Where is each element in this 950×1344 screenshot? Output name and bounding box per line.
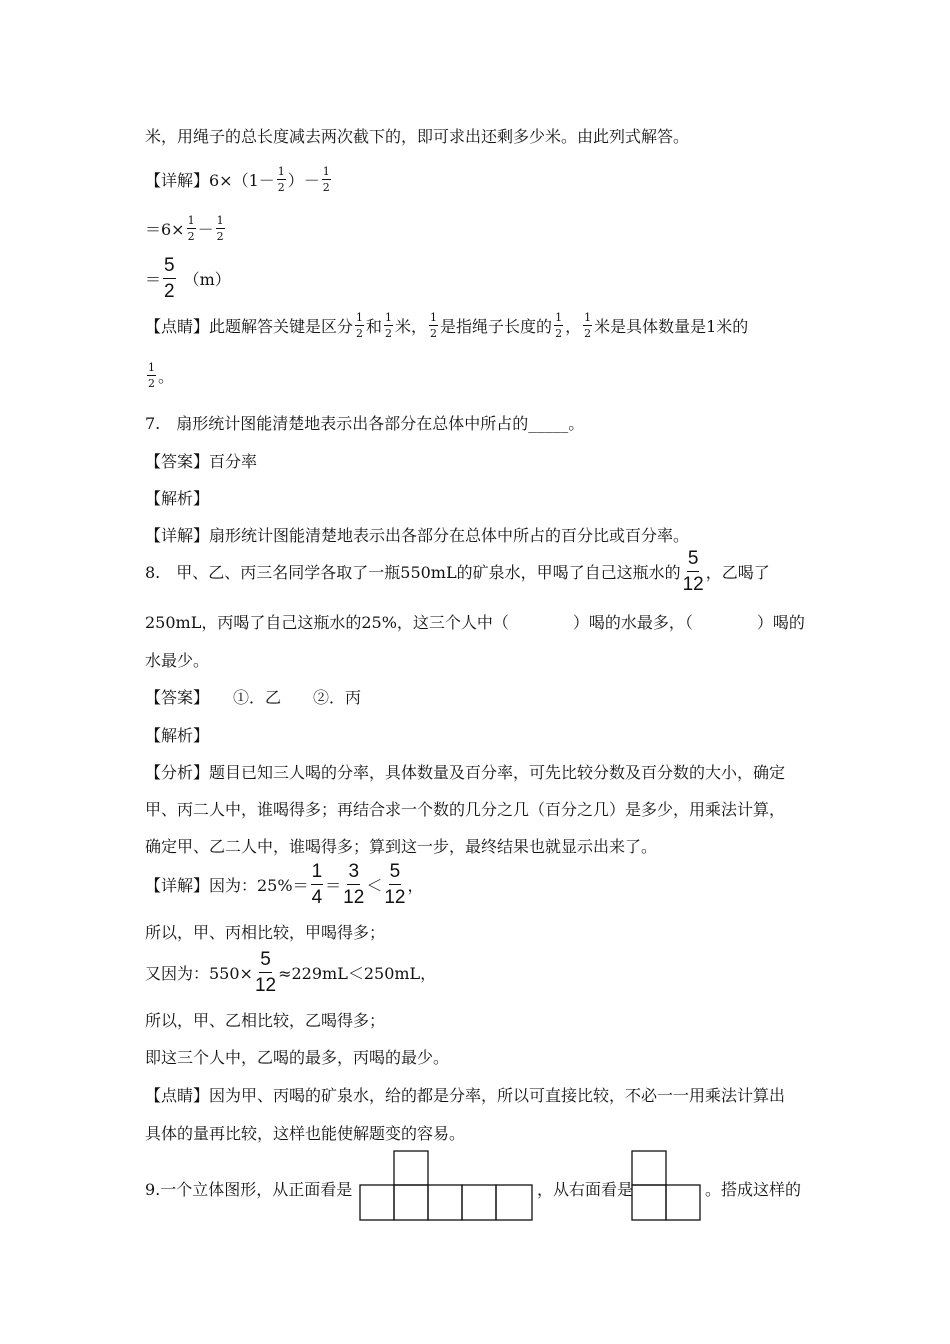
fraction-one-quarter: $\frac{1}{4}$: [311, 861, 323, 908]
question-8-line-1: 8. 甲、乙、丙三名同学各取了一瓶550mL的矿泉水，甲喝了自己这瓶水的 $\frac{5}{12}$ ，乙喝了: [145, 548, 770, 595]
front-view-square: [394, 1151, 428, 1185]
q8-answer: 【答案】 ①．乙 ②．丙: [145, 688, 362, 707]
front-view-figure: [359, 1150, 535, 1222]
detail-line-3: ＝ $\frac{5}{2}$ （m）: [145, 255, 231, 302]
q8-jiexi: 【解析】: [145, 726, 210, 745]
fraction-five-twelfths: $\frac{5}{12}$: [254, 949, 277, 996]
question-9-mid: ，从右面看是: [537, 1180, 634, 1199]
dianjing-line-2: $\frac{1}{2}$ 。: [148, 361, 175, 390]
question-8-line-2: 250mL，丙喝了自己这瓶水的25%，这三个人中（ ）喝的水最多，（ ）喝的: [145, 613, 805, 632]
q7-detail: 【详解】扇形统计图能清楚地表示出各部分在总体中所占的百分比或百分率。: [145, 526, 690, 545]
fraction-half: $\frac{1}{2}$: [187, 214, 195, 243]
q8-detail-3: 又因为：550× $\frac{5}{12}$ ≈229mL＜250mL，: [145, 949, 437, 996]
front-view-square: [496, 1185, 532, 1220]
fraction-five-twelfths: $\frac{5}{12}$: [384, 861, 406, 908]
front-view-square: [360, 1185, 394, 1220]
q8-detail-5: 即这三个人中，乙喝的最多，丙喝的最少。: [145, 1048, 450, 1067]
fraction-half: $\frac{1}{2}$: [356, 311, 364, 340]
right-view-square: [666, 1185, 700, 1220]
q7-jiexi: 【解析】: [145, 489, 210, 508]
question-7: 7. 扇形统计图能清楚地表示出各部分在总体中所占的_____。: [145, 414, 585, 433]
dianjing-line-1: 【点睛】此题解答关键是区分 $\frac{1}{2}$ 和 $\frac{1}{2}$ 米， $\frac{1}{2}$ 是指绳子长度的 $\frac{1}{2}$ ， $\frac{1}{2}$ 米是具体数量是1米的: [145, 311, 749, 340]
fraction-half: $\frac{1}{2}$: [148, 361, 155, 390]
detail-line-2: ＝6× $\frac{1}{2}$ － $\frac{1}{2}$: [145, 214, 224, 243]
fraction-three-twelfths: $\frac{3}{12}$: [343, 861, 365, 908]
question-9-prefix: 9.一个立体图形，从正面看是: [145, 1180, 353, 1199]
question-9-suffix: 。搭成这样的: [705, 1180, 802, 1199]
fraction-five-halves: $\frac{5}{2}$: [164, 255, 175, 302]
q7-answer: 【答案】百分率: [145, 452, 258, 471]
right-view-square: [632, 1151, 666, 1185]
q8-analysis-3: 确定甲、乙二人中，谁喝得多；算到这一步，最终结果也就显示出来了。: [145, 837, 658, 856]
fraction-five-twelfths: $\frac{5}{12}$: [682, 548, 704, 595]
text-line-1: 米，用绳子的总长度减去两次截下的，即可求出还剩多少米。由此列式解答。: [145, 127, 690, 146]
fraction-half: $\frac{1}{2}$: [584, 311, 592, 340]
q8-detail-1: 【详解】因为：25%＝ $\frac{1}{4}$ ＝ $\frac{3}{12}$ ＜ $\frac{5}{12}$ ，: [145, 861, 424, 908]
fraction-half: $\frac{1}{2}$: [430, 311, 438, 340]
detail-line-1: 【详解】6×（1－ $\frac{1}{2}$ ）－ $\frac{1}{2}$: [145, 165, 330, 194]
q8-dianjing-1: 【点睛】因为甲、丙喝的矿泉水，给的都是分率，所以可直接比较，不必一一用乘法计算出: [145, 1086, 786, 1105]
fraction-half: $\frac{1}{2}$: [277, 165, 285, 194]
front-view-square: [428, 1185, 462, 1220]
front-view-square: [394, 1185, 428, 1220]
fraction-half: $\frac{1}{2}$: [385, 311, 393, 340]
right-view-figure: [631, 1150, 703, 1222]
q8-dianjing-2: 具体的量再比较，这样也能使解题变的容易。: [145, 1124, 466, 1143]
question-8-line-3: 水最少。: [145, 651, 210, 670]
q8-analysis-2: 甲、丙二人中，谁喝得多；再结合求一个数的几分之几（百分之几）是多少，用乘法计算，: [145, 800, 786, 819]
fraction-half: $\frac{1}{2}$: [216, 214, 224, 243]
fraction-half: $\frac{1}{2}$: [322, 165, 330, 194]
q8-detail-2: 所以，甲、丙相比较，甲喝得多；: [145, 923, 386, 942]
q8-analysis-1: 【分析】题目已知三人喝的分率，具体数量及百分率，可先比较分数及百分数的大小，确定: [145, 763, 786, 782]
front-view-square: [462, 1185, 496, 1220]
fraction-half: $\frac{1}{2}$: [555, 311, 563, 340]
q8-detail-4: 所以，甲、乙相比较，乙喝得多；: [145, 1011, 386, 1030]
right-view-square: [632, 1185, 666, 1220]
